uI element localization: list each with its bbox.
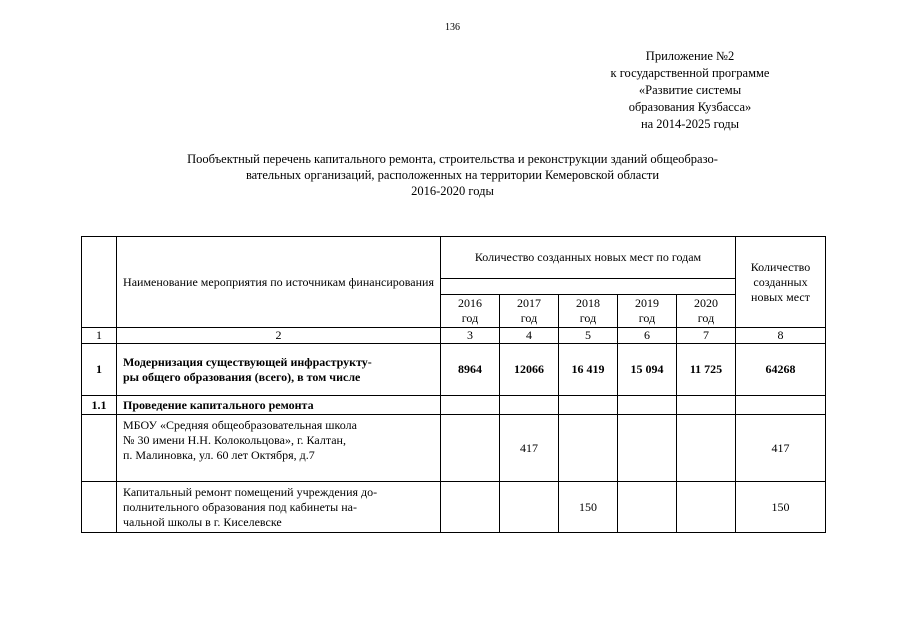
appendix-line: Приложение №2	[645, 49, 735, 63]
year-value: 2016	[458, 296, 482, 310]
row-name	[117, 396, 441, 415]
row-name-line: МБОУ «Средняя общеобразовательная школа	[123, 418, 357, 432]
appendix-line: «Развитие системы	[638, 83, 742, 97]
header-year-2020	[677, 295, 736, 328]
year-value: 2017	[517, 296, 541, 310]
column-number: 1	[82, 328, 117, 344]
header-year-2018	[559, 295, 618, 328]
table-row	[82, 396, 826, 415]
header-year-2016	[441, 295, 500, 328]
header-empty-cell	[82, 237, 117, 328]
row-value-2017	[500, 482, 559, 533]
appendix-block	[570, 48, 810, 133]
row-name-line: ры общего образования (всего), в том числе	[123, 369, 361, 384]
row-name-line: № 30 имени Н.Н. Колокольцова», г. Калтан,	[123, 433, 346, 447]
row-name-line: Капитальный ремонт помещений учреждения до-	[123, 484, 378, 499]
row-value-2019	[618, 482, 677, 533]
row-number	[82, 415, 117, 482]
row-number: 1.1	[82, 396, 117, 415]
row-number: 1	[82, 344, 117, 396]
row-value-2017	[500, 396, 559, 415]
row-value-2018: 16 419	[559, 344, 618, 396]
row-name-line: полнительного образования под кабинеты на-	[123, 499, 357, 514]
column-number: 6	[618, 328, 677, 344]
row-name-line: чальной школы в г. Киселевске	[123, 514, 282, 529]
row-value-2019	[618, 415, 677, 482]
row-value-2018: 150	[559, 482, 618, 533]
column-number: 8	[736, 328, 826, 344]
year-unit: год	[461, 311, 479, 325]
row-value-2020: 11 725	[677, 344, 736, 396]
table-row	[82, 415, 826, 482]
title-line: вательных организаций, расположенных на территории Кемеровской области	[245, 168, 660, 182]
capital-repair-table	[81, 236, 826, 533]
row-total	[736, 396, 826, 415]
row-value-2016	[441, 415, 500, 482]
column-number: 7	[677, 328, 736, 344]
row-total: 64268	[736, 344, 826, 396]
row-value-2018	[559, 396, 618, 415]
column-number: 3	[441, 328, 500, 344]
header-total: Количество созданных новых мест	[736, 237, 826, 328]
year-unit: год	[520, 311, 538, 325]
row-name-line: Проведение капитального ремонта	[123, 397, 314, 412]
year-unit: год	[638, 311, 656, 325]
header-spacer	[441, 279, 736, 295]
year-unit: год	[579, 311, 597, 325]
page-number: 136	[445, 22, 460, 33]
row-value-2016	[441, 482, 500, 533]
appendix-line: к государственной программе	[610, 66, 770, 80]
column-number: 2	[117, 328, 441, 344]
row-value-2020	[677, 396, 736, 415]
row-value-2016: 8964	[441, 344, 500, 396]
row-value-2017: 417	[500, 415, 559, 482]
year-value: 2020	[694, 296, 718, 310]
appendix-line: на 2014-2025 годы	[640, 117, 740, 131]
table-row	[82, 482, 826, 533]
row-number	[82, 482, 117, 533]
row-value-2017: 12066	[500, 344, 559, 396]
row-value-2018	[559, 415, 618, 482]
row-value-2019	[618, 396, 677, 415]
column-number-row	[82, 328, 826, 344]
column-number: 4	[500, 328, 559, 344]
year-value: 2018	[576, 296, 600, 310]
header-year-2017	[500, 295, 559, 328]
row-total: 417	[736, 415, 826, 482]
row-value-2019: 15 094	[618, 344, 677, 396]
row-name-line: Модернизация существующей инфраструкту-	[123, 354, 372, 369]
header-year-2019	[618, 295, 677, 328]
row-value-2020	[677, 482, 736, 533]
row-name	[117, 344, 441, 396]
column-number: 5	[559, 328, 618, 344]
document-title	[100, 151, 805, 199]
year-value: 2019	[635, 296, 659, 310]
row-value-2020	[677, 415, 736, 482]
title-line: 2016-2020 годы	[411, 184, 494, 198]
row-total: 150	[736, 482, 826, 533]
row-value-2016	[441, 396, 500, 415]
row-name	[117, 482, 441, 533]
row-name	[117, 415, 441, 482]
header-name: Наименование мероприятия по источникам финансирования	[117, 237, 441, 328]
title-line: Пообъектный перечень капитального ремонта, строительства и реконструкции зданий общеобразо-	[187, 152, 718, 166]
row-name-line: п. Малиновка, ул. 60 лет Октября, д.7	[123, 448, 315, 462]
header-places-by-year: Количество созданных новых мест по годам	[441, 237, 736, 279]
appendix-line: образования Кузбасса»	[628, 100, 752, 114]
table-row	[82, 344, 826, 396]
year-unit: год	[697, 311, 715, 325]
